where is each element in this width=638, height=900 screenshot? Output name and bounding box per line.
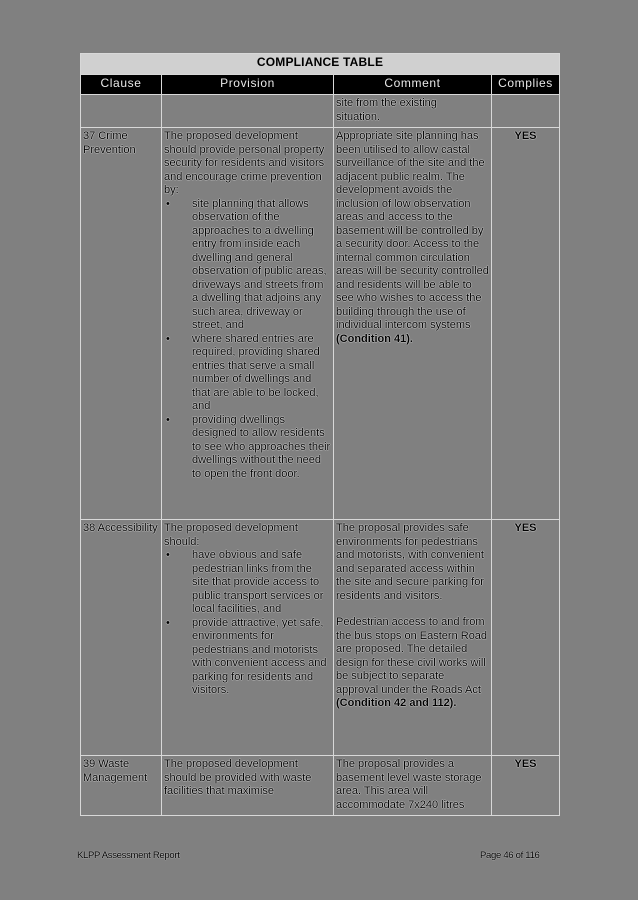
provision-cell <box>162 756 334 816</box>
clause-cell: 38 Accessibility <box>81 520 162 756</box>
comment-text: Appropriate site planning has been utilised to allow castal surveillance of the site and the adjacent public realm. The development avoids the inclusion of low observation areas and access to the basement will be controlled by a security door. Access to the internal common circulation areas will be security controlled and residents will be able to see who wishes to access the building through the use of individual intercom systems (Condition 41). <box>336 130 489 345</box>
comment-text: Pedestrian access to and from the bus stops on Eastern Road are proposed. The detailed design for these civil works will be subject to separate approval under the Roads Act (Condition 42 and 112). <box>336 616 488 709</box>
column-header-clause: Clause <box>81 75 162 95</box>
column-header-complies: Complies <box>492 75 560 95</box>
table-row <box>81 520 560 756</box>
bullet-icon: • <box>166 332 170 345</box>
bullet-icon: • <box>166 549 170 561</box>
comment-text: The proposal provides safe environments for pedestrians and motorists, with convenient and separated access within the site and secure parking for residents and visitors. <box>336 522 484 602</box>
provision-intro: The proposed development should provide personal property security for residents and visitors and encourage crime prevention by: <box>164 130 325 196</box>
bullet-icon: • <box>166 197 170 210</box>
provision-cell <box>162 128 334 520</box>
table-row <box>81 756 560 816</box>
provision-bullet-list <box>164 549 331 698</box>
provision-intro: The proposed development should: <box>164 522 298 548</box>
provision-bullet-list <box>164 198 331 482</box>
comment-cell <box>334 128 492 520</box>
clause-cell: 39 Waste Management <box>81 756 162 816</box>
table-row <box>81 128 560 520</box>
comment-cell <box>334 95 492 128</box>
footer-report-title: KLPP Assessment Report <box>77 850 180 861</box>
comment-cell <box>334 520 492 756</box>
table-row <box>81 95 560 128</box>
comment-cell <box>334 756 492 816</box>
compliance-table <box>80 53 560 816</box>
bullet-icon: • <box>166 413 170 426</box>
provision-bullet: • have obvious and safe pedestrian links from the site that provide access to public transport services or local facilities, and <box>166 549 324 615</box>
complies-cell: YES <box>492 756 560 816</box>
complies-cell: YES <box>492 520 560 756</box>
complies-cell <box>492 95 560 128</box>
column-header-provision: Provision <box>162 75 334 95</box>
clause-cell: 37 Crime Prevention <box>81 128 162 520</box>
condition-reference: (Condition 41). <box>336 332 413 345</box>
provision-cell <box>162 95 334 128</box>
provision-cell <box>162 520 334 756</box>
provision-intro: The proposed development should be provided with waste facilities that maximise <box>164 758 312 797</box>
provision-bullet: • site planning that allows observation of the approaches to a dwelling entry from inside each dwelling and general observation of public areas, driveways and streets from a dwelling that adjoins any such area, driveway or street, and <box>166 197 327 331</box>
column-header-comment: Comment <box>334 75 492 95</box>
comment-text: site from the existing situation. <box>336 97 437 123</box>
complies-cell: YES <box>492 128 560 520</box>
table-title: COMPLIANCE TABLE <box>81 54 560 75</box>
footer-page-number: Page 46 of 116 <box>480 850 540 861</box>
provision-bullet: • provide attractive, yet safe, environments for pedestrians and motorists with convenient access and parking for residents and visitors. <box>166 616 327 696</box>
comment-text: The proposal provides a basement level waste storage area. This area will accommodate 7x240 litres <box>336 758 482 811</box>
condition-reference: (Condition 42 and 112). <box>336 697 457 709</box>
provision-bullet: • providing dwellings designed to allow residents to see who approaches their dwellings without the need to open the front door. <box>166 413 331 480</box>
clause-cell <box>81 95 162 128</box>
bullet-icon: • <box>166 616 170 629</box>
provision-bullet: • where shared entries are required, providing shared entries that serve a small number of dwellings and that are able to be locked, and <box>166 332 320 412</box>
